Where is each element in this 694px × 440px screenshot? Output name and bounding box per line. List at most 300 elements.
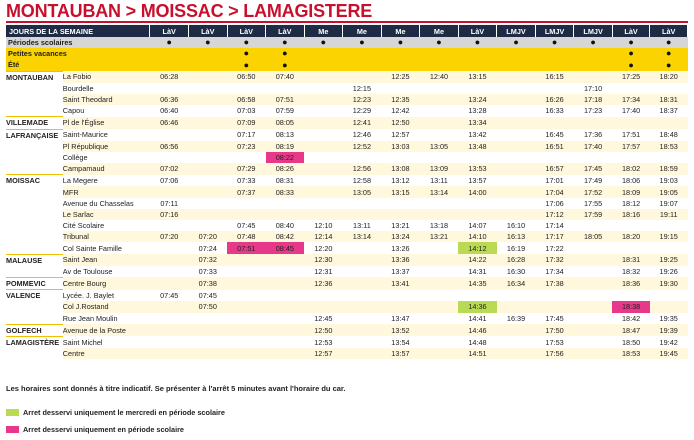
departure-time — [650, 220, 688, 231]
departure-time: 12:35 — [381, 94, 420, 105]
departure-time: 17:06 — [535, 198, 574, 209]
empty-cell — [497, 59, 536, 71]
departure-time: 12:57 — [304, 348, 343, 359]
departure-time: 13:48 — [458, 141, 497, 152]
departure-time — [574, 71, 613, 83]
departure-time: 12:29 — [343, 105, 382, 117]
departure-time: 12:15 — [343, 83, 382, 94]
period-dot: ● — [227, 59, 266, 71]
day-column-header: Me — [381, 25, 420, 37]
departure-time: 06:46 — [150, 117, 189, 129]
table-row — [6, 324, 688, 336]
departure-time: 17:50 — [535, 324, 574, 336]
departure-time — [189, 105, 228, 117]
departure-time: 07:24 — [189, 242, 228, 254]
day-column-header: LMJV — [574, 25, 613, 37]
departure-time: 13:21 — [420, 231, 459, 242]
departure-time: 16:33 — [535, 105, 574, 117]
period-dot: ● — [227, 48, 266, 59]
departure-time: 16:19 — [497, 242, 536, 254]
departure-time: 17:25 — [612, 71, 650, 83]
period-dot: ● — [189, 37, 228, 48]
departure-time — [343, 336, 382, 348]
departure-time: 18:20 — [612, 231, 650, 242]
town-name — [6, 141, 63, 152]
departure-time: 18:12 — [612, 198, 650, 209]
departure-time — [266, 198, 305, 209]
period-dot: ● — [381, 37, 420, 48]
departure-time — [535, 83, 574, 94]
departure-time — [497, 290, 536, 302]
table-row — [6, 186, 688, 197]
stop-name: Lycée. J. Baylet — [63, 290, 150, 302]
departure-time — [150, 129, 189, 141]
empty-cell — [304, 48, 343, 59]
departure-time: 07:40 — [266, 71, 305, 83]
departure-time — [420, 94, 459, 105]
period-label: Petites vacances — [6, 48, 150, 59]
legend-item-scolaire — [6, 425, 184, 434]
table-row — [6, 254, 688, 266]
departure-time: 14:12 — [458, 242, 497, 254]
departure-time — [420, 348, 459, 359]
stop-name: Bourdelle — [63, 83, 150, 94]
town-name: MONTAUBAN — [6, 71, 63, 83]
departure-time: 13:37 — [381, 266, 420, 278]
departure-time: 13:14 — [343, 231, 382, 242]
departure-time: 07:23 — [227, 141, 266, 152]
period-dot: ● — [650, 37, 688, 48]
departure-time — [189, 129, 228, 141]
departure-time — [458, 152, 497, 163]
departure-time: 19:15 — [650, 231, 688, 242]
table-row — [6, 348, 688, 359]
empty-cell — [420, 59, 459, 71]
stop-name: Col J.Rostand — [63, 301, 150, 312]
departure-time — [266, 348, 305, 359]
period-dot: ● — [458, 37, 497, 48]
departure-time: 12:42 — [381, 105, 420, 117]
departure-time: 12:14 — [304, 231, 343, 242]
town-name — [6, 198, 63, 209]
departure-time: 19:11 — [650, 209, 688, 220]
period-dot: ● — [227, 37, 266, 48]
departure-time: 12:46 — [343, 129, 382, 141]
table-row — [6, 242, 688, 254]
departure-time — [266, 266, 305, 278]
departure-time — [497, 324, 536, 336]
departure-time — [497, 152, 536, 163]
table-row — [6, 94, 688, 105]
departure-time — [150, 152, 189, 163]
table-row — [6, 175, 688, 187]
stop-name: Centre — [63, 348, 150, 359]
departure-time: 12:56 — [343, 163, 382, 175]
departure-time: 18:32 — [612, 266, 650, 278]
departure-time — [574, 220, 613, 231]
departure-time — [574, 117, 613, 129]
departure-time — [227, 198, 266, 209]
table-row — [6, 105, 688, 117]
day-column-header: LàV — [150, 25, 189, 37]
departure-time — [612, 152, 650, 163]
departure-time — [497, 209, 536, 220]
departure-time: 14:35 — [458, 277, 497, 289]
departure-time — [420, 290, 459, 302]
departure-time — [227, 152, 266, 163]
departure-time: 08:19 — [266, 141, 305, 152]
period-dot: ● — [612, 59, 650, 71]
departure-time: 13:54 — [381, 336, 420, 348]
departure-time: 07:38 — [189, 277, 228, 289]
departure-time — [304, 117, 343, 129]
departure-time — [381, 83, 420, 94]
departure-time: 14:31 — [458, 266, 497, 278]
departure-time — [343, 290, 382, 302]
period-dot: ● — [150, 37, 189, 48]
departure-time: 06:50 — [227, 71, 266, 83]
departure-time: 12:41 — [343, 117, 382, 129]
empty-cell — [381, 59, 420, 71]
departure-time: 18:16 — [612, 209, 650, 220]
departure-time — [189, 348, 228, 359]
stop-name: Avenue de la Poste — [63, 324, 150, 336]
departure-time — [304, 94, 343, 105]
table-row — [6, 117, 688, 129]
legend-swatch-green — [6, 409, 19, 416]
departure-time: 07:32 — [189, 254, 228, 266]
empty-cell — [150, 59, 189, 71]
departure-time — [150, 83, 189, 94]
departure-time: 19:35 — [650, 313, 688, 325]
stop-name: Saint Theodard — [63, 94, 150, 105]
departure-time — [304, 175, 343, 187]
departure-time: 18:42 — [612, 313, 650, 325]
departure-time — [343, 209, 382, 220]
departure-time: 07:59 — [266, 105, 305, 117]
departure-time — [650, 301, 688, 312]
departure-time — [227, 209, 266, 220]
departure-time — [189, 313, 228, 325]
departure-time: 17:18 — [574, 94, 613, 105]
stop-name: La Megere — [63, 175, 150, 187]
departure-time — [150, 336, 189, 348]
departure-time: 18:47 — [612, 324, 650, 336]
stop-name: Le Sarlac — [63, 209, 150, 220]
departure-time: 14:07 — [458, 220, 497, 231]
departure-time — [343, 152, 382, 163]
departure-time: 17:45 — [535, 313, 574, 325]
departure-time: 17:36 — [574, 129, 613, 141]
empty-cell — [535, 48, 574, 59]
departure-time: 12:57 — [381, 129, 420, 141]
table-row — [6, 129, 688, 141]
departure-time: 14:46 — [458, 324, 497, 336]
departure-time — [266, 209, 305, 220]
day-column-header: LàV — [612, 25, 650, 37]
departure-time — [227, 348, 266, 359]
departure-time — [266, 83, 305, 94]
stop-name: Pl République — [63, 141, 150, 152]
table-row — [6, 266, 688, 278]
departure-time: 07:02 — [150, 163, 189, 175]
departure-time: 13:05 — [343, 186, 382, 197]
departure-time — [304, 301, 343, 312]
empty-cell — [189, 59, 228, 71]
departure-time — [458, 83, 497, 94]
departure-time — [189, 198, 228, 209]
timetable — [6, 25, 688, 359]
table-row — [6, 83, 688, 94]
departure-time — [150, 277, 189, 289]
departure-time — [343, 266, 382, 278]
departure-time: 17:10 — [574, 83, 613, 94]
departure-time: 12:31 — [304, 266, 343, 278]
departure-time — [420, 117, 459, 129]
period-dot: ● — [650, 48, 688, 59]
period-dot: ● — [650, 59, 688, 71]
day-column-header: Me — [304, 25, 343, 37]
departure-time — [150, 254, 189, 266]
empty-cell — [189, 48, 228, 59]
departure-time: 17:56 — [535, 348, 574, 359]
departure-time — [535, 290, 574, 302]
departure-time: 14:51 — [458, 348, 497, 359]
period-row — [6, 48, 688, 59]
departure-time — [343, 71, 382, 83]
legend-swatch-pink — [6, 426, 19, 433]
town-name — [6, 83, 63, 94]
town-name — [6, 163, 63, 175]
town-name — [6, 313, 63, 325]
departure-time: 07:45 — [189, 290, 228, 302]
departure-time — [535, 301, 574, 312]
departure-time — [227, 277, 266, 289]
departure-time — [189, 94, 228, 105]
departure-time: 18:09 — [612, 186, 650, 197]
departure-time: 18:37 — [650, 105, 688, 117]
departure-time: 19:03 — [650, 175, 688, 187]
period-dot: ● — [266, 59, 305, 71]
stop-name: Col Sainte Famille — [63, 242, 150, 254]
departure-time — [535, 152, 574, 163]
departure-time — [150, 220, 189, 231]
stop-name: La Fobio — [63, 71, 150, 83]
days-header: JOURS DE LA SEMAINE — [6, 25, 150, 37]
town-name: VILLEMADE — [6, 117, 63, 129]
departure-time: 18:38 — [612, 301, 650, 312]
departure-time: 12:36 — [304, 277, 343, 289]
departure-time — [420, 105, 459, 117]
departure-time: 13:57 — [381, 348, 420, 359]
departure-time: 17:22 — [535, 242, 574, 254]
departure-time — [420, 129, 459, 141]
departure-time: 18:06 — [612, 175, 650, 187]
departure-time: 07:06 — [150, 175, 189, 187]
departure-time: 13:42 — [458, 129, 497, 141]
table-row — [6, 277, 688, 289]
stop-name: Centre Bourg — [63, 277, 150, 289]
stop-name: Capou — [63, 105, 150, 117]
departure-time — [343, 301, 382, 312]
departure-time — [150, 324, 189, 336]
departure-time: 17:34 — [612, 94, 650, 105]
departure-time: 07:17 — [227, 129, 266, 141]
table-row — [6, 301, 688, 312]
departure-time: 07:51 — [227, 242, 266, 254]
departure-time: 18:02 — [612, 163, 650, 175]
town-name — [6, 266, 63, 278]
departure-time: 13:57 — [458, 175, 497, 187]
departure-time: 18:36 — [612, 277, 650, 289]
departure-time — [574, 277, 613, 289]
departure-time — [420, 254, 459, 266]
empty-cell — [150, 48, 189, 59]
departure-time — [420, 198, 459, 209]
departure-time — [497, 83, 536, 94]
departure-time: 19:39 — [650, 324, 688, 336]
empty-cell — [574, 48, 613, 59]
departure-time — [150, 313, 189, 325]
departure-time — [266, 277, 305, 289]
departure-time: 07:33 — [189, 266, 228, 278]
departure-time: 19:05 — [650, 186, 688, 197]
departure-time — [420, 324, 459, 336]
departure-time: 12:25 — [381, 71, 420, 83]
departure-time — [574, 336, 613, 348]
departure-time: 12:52 — [343, 141, 382, 152]
town-name — [6, 152, 63, 163]
empty-cell — [420, 48, 459, 59]
departure-time: 17:57 — [612, 141, 650, 152]
departure-time: 19:45 — [650, 348, 688, 359]
departure-time — [612, 220, 650, 231]
departure-time — [189, 175, 228, 187]
period-row — [6, 37, 688, 48]
departure-time — [497, 71, 536, 83]
town-name — [6, 231, 63, 242]
departure-time — [574, 348, 613, 359]
departure-time — [150, 242, 189, 254]
departure-time: 19:42 — [650, 336, 688, 348]
departure-time: 16:39 — [497, 313, 536, 325]
departure-time — [266, 336, 305, 348]
departure-time — [227, 301, 266, 312]
departure-time: 16:45 — [535, 129, 574, 141]
departure-time — [189, 117, 228, 129]
departure-time: 17:12 — [535, 209, 574, 220]
period-dot: ● — [612, 37, 650, 48]
departure-time — [189, 152, 228, 163]
day-column-header: Me — [343, 25, 382, 37]
departure-time: 07:37 — [227, 186, 266, 197]
departure-time — [574, 242, 613, 254]
table-row — [6, 141, 688, 152]
departure-time: 06:40 — [150, 105, 189, 117]
period-label: Périodes scolaires — [6, 37, 150, 48]
departure-time — [612, 242, 650, 254]
departure-time: 13:05 — [420, 141, 459, 152]
stop-name: Pl de l'Église — [63, 117, 150, 129]
departure-time: 07:48 — [227, 231, 266, 242]
table-row — [6, 336, 688, 348]
town-name: GOLFECH — [6, 324, 63, 336]
departure-time: 17:14 — [535, 220, 574, 231]
departure-time — [381, 152, 420, 163]
departure-time: 08:05 — [266, 117, 305, 129]
departure-time: 07:33 — [227, 175, 266, 187]
departure-time: 07:09 — [227, 117, 266, 129]
town-name — [6, 348, 63, 359]
departure-time: 12:50 — [304, 324, 343, 336]
period-dot: ● — [343, 37, 382, 48]
departure-time: 12:53 — [304, 336, 343, 348]
departure-time: 13:53 — [458, 163, 497, 175]
departure-time: 17:51 — [612, 129, 650, 141]
departure-time — [650, 117, 688, 129]
departure-time: 18:05 — [574, 231, 613, 242]
departure-time — [497, 198, 536, 209]
departure-time: 19:26 — [650, 266, 688, 278]
departure-time: 13:24 — [381, 231, 420, 242]
day-column-header: Me — [420, 25, 459, 37]
departure-time — [574, 301, 613, 312]
departure-time — [150, 186, 189, 197]
departure-time: 14:36 — [458, 301, 497, 312]
departure-time — [227, 336, 266, 348]
departure-time — [189, 83, 228, 94]
town-name — [6, 220, 63, 231]
departure-time — [227, 266, 266, 278]
departure-time — [650, 290, 688, 302]
stop-name: Saint Jean — [63, 254, 150, 266]
departure-time — [458, 209, 497, 220]
departure-time: 17:23 — [574, 105, 613, 117]
departure-time — [266, 254, 305, 266]
departure-time — [266, 313, 305, 325]
day-column-header: LàV — [266, 25, 305, 37]
departure-time: 07:51 — [266, 94, 305, 105]
period-dot: ● — [420, 37, 459, 48]
departure-time: 06:58 — [227, 94, 266, 105]
departure-time — [304, 152, 343, 163]
departure-time — [381, 198, 420, 209]
stop-name: Av de Toulouse — [63, 266, 150, 278]
departure-time: 17:34 — [535, 266, 574, 278]
departure-time — [497, 348, 536, 359]
departure-time — [343, 254, 382, 266]
period-dot: ● — [535, 37, 574, 48]
departure-time: 17:04 — [535, 186, 574, 197]
empty-cell — [574, 59, 613, 71]
table-row — [6, 163, 688, 175]
departure-time: 16:30 — [497, 266, 536, 278]
departure-time: 17:52 — [574, 186, 613, 197]
table-row — [6, 152, 688, 163]
departure-time: 06:28 — [150, 71, 189, 83]
town-name — [6, 186, 63, 197]
departure-time — [304, 129, 343, 141]
day-column-header: LàV — [458, 25, 497, 37]
departure-time — [304, 290, 343, 302]
departure-time — [189, 163, 228, 175]
departure-time — [304, 83, 343, 94]
town-name: LAMAGISTÈRE — [6, 336, 63, 348]
departure-time: 17:32 — [535, 254, 574, 266]
departure-time — [381, 301, 420, 312]
departure-time: 17:40 — [574, 141, 613, 152]
departure-time: 13:08 — [381, 163, 420, 175]
